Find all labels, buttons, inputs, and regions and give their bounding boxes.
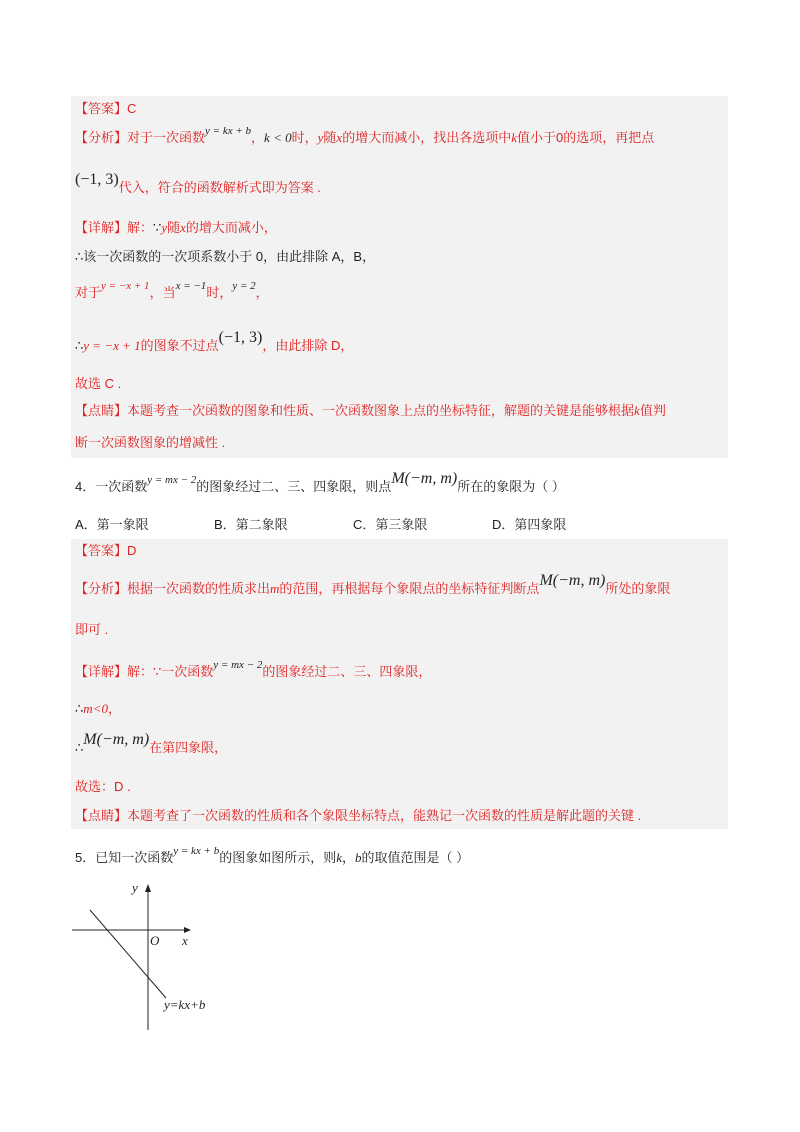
math-expression: y = mx − 2 xyxy=(213,659,263,671)
answer-tag: 【答案】 xyxy=(75,543,128,558)
math-point: (−1, 3) xyxy=(75,171,119,188)
math-variable: y xyxy=(161,220,168,235)
analysis-text: ， xyxy=(251,130,265,145)
detail-text: 的增大而减小， xyxy=(185,220,277,235)
math-expression: k < 0 xyxy=(264,130,292,145)
q3-answer-line xyxy=(75,101,136,117)
math-variable: x xyxy=(180,220,186,235)
analysis-text: 随 xyxy=(323,130,337,145)
analysis-text: 的范围，再根据每个象限点的坐标特征判断点 xyxy=(279,581,540,596)
q4-detail-line-3 xyxy=(75,731,228,756)
detail-text: 解：∵一次函数 xyxy=(127,664,214,679)
detail-text: ， xyxy=(107,701,121,716)
math-variable: x xyxy=(336,130,343,145)
detail-text: 随 xyxy=(167,220,181,235)
math-point: M(−m, m) xyxy=(391,470,458,487)
math-expression: y = −x + 1 xyxy=(101,280,150,292)
q4-comment-line xyxy=(75,808,641,824)
detail-text: 在第四象限， xyxy=(149,740,228,755)
detail-tag: 【详解】 xyxy=(75,220,128,235)
function-line xyxy=(90,910,166,998)
q4-option-b: B．第二象限 xyxy=(214,517,288,532)
q3-comment-line-2: 断一次函数图象的增减性 . xyxy=(75,435,226,450)
math-point: (−1, 3) xyxy=(218,329,263,346)
math-point: M(−m, m) xyxy=(83,731,150,748)
stem-text: 的图象如图所示，则 xyxy=(219,850,337,865)
math-variable: k xyxy=(336,850,343,865)
q3-detail-line-2: ∴该一次函数的一次项系数小于 0，由此排除 A，B， xyxy=(75,249,376,264)
q4-conclusion: 故选：D . xyxy=(75,779,131,794)
q4-detail-line-2 xyxy=(75,701,121,717)
q4-answer-line xyxy=(75,543,136,559)
answer-value: C xyxy=(127,101,137,116)
comment-tag: 【点睛】 xyxy=(75,403,128,418)
analysis-text: 对于一次函数 xyxy=(127,130,206,145)
math-expression: y = kx + b xyxy=(173,845,220,857)
stem-text: 的取值范围是（ ） xyxy=(361,850,470,865)
q4-analysis-line xyxy=(75,572,671,597)
comment-text: 本题考查一次函数的图象和性质、一次函数图象上点的坐标特征，解题的关键是能够根据 xyxy=(127,403,635,418)
q3-detail-line xyxy=(75,220,277,236)
because-symbol: ∵ xyxy=(153,220,162,235)
q4-stem xyxy=(75,470,565,496)
q5-function-graph xyxy=(60,870,260,1040)
q4-option-a: A．第一象限 xyxy=(75,517,149,532)
comment-text: 本题考查了一次函数的性质和各个象限坐标特点，能熟记一次函数的性质是解此题的关键 . xyxy=(127,808,642,823)
origin-label: O xyxy=(150,933,160,948)
stem-text: ， xyxy=(342,850,356,865)
stem-text: 所在的象限为（ ） xyxy=(457,479,565,494)
line-label: y=kx+b xyxy=(164,997,206,1012)
q3-analysis-line-2 xyxy=(75,171,321,196)
q3-detail-line-4 xyxy=(75,329,354,354)
analysis-text: 的增大而减小，找出各选项中 xyxy=(342,130,512,145)
q4-detail-line xyxy=(75,659,432,681)
math-expression: m<0 xyxy=(83,701,108,716)
comment-text: 值判 xyxy=(639,403,666,418)
detail-text: 的图象不过点 xyxy=(140,338,219,353)
q3-detail-line-3 xyxy=(75,280,269,302)
y-axis-arrow xyxy=(145,884,151,892)
math-variable: k xyxy=(511,130,517,145)
detail-text: 时， xyxy=(206,285,233,300)
q5-stem xyxy=(75,847,469,866)
detail-text: ， xyxy=(255,285,269,300)
analysis-text: 时， xyxy=(291,130,318,145)
y-axis-label: y xyxy=(132,880,138,895)
math-variable: y xyxy=(317,130,324,145)
detail-text: 解： xyxy=(127,220,154,235)
math-expression: y = 2 xyxy=(232,280,256,292)
math-variable: b xyxy=(355,850,362,865)
detail-text: 对于 xyxy=(75,285,102,300)
math-expression: y = kx + b xyxy=(205,125,252,137)
therefore-symbol: ∴ xyxy=(75,338,84,353)
analysis-tag: 【分析】 xyxy=(75,581,128,596)
analysis-text: 根据一次函数的性质求出 xyxy=(127,581,271,596)
q4-analysis-line-2: 即可 . xyxy=(75,622,109,637)
math-point: M(−m, m) xyxy=(539,572,606,589)
analysis-text: 代入，符合的函数解析式即为答案 . xyxy=(118,180,321,195)
stem-text: 的图象经过二、三、四象限，则点 xyxy=(196,479,392,494)
answer-value: D xyxy=(127,543,137,558)
math-expression: x = −1 xyxy=(175,280,207,292)
q4-option-d: D．第四象限 xyxy=(492,517,567,532)
detail-tag: 【详解】 xyxy=(75,664,128,679)
q3-comment-line xyxy=(75,403,666,419)
analysis-text: 值小于0的选项，再把点 xyxy=(516,130,655,145)
x-axis-label: x xyxy=(182,933,188,948)
stem-text: 4．一次函数 xyxy=(75,479,148,494)
therefore-symbol: ∴ xyxy=(75,740,84,755)
comment-tag: 【点睛】 xyxy=(75,808,128,823)
math-variable: m xyxy=(270,581,280,596)
q3-conclusion: 故选 C . xyxy=(75,376,122,391)
therefore-symbol: ∴ xyxy=(75,701,84,716)
analysis-tag: 【分析】 xyxy=(75,130,128,145)
math-expression: y = mx − 2 xyxy=(147,474,197,486)
math-expression: y = −x + 1 xyxy=(83,338,141,353)
detail-text: ，由此排除 D， xyxy=(262,338,354,353)
detail-text: 的图象经过二、三、四象限， xyxy=(262,664,432,679)
stem-text: 5．已知一次函数 xyxy=(75,850,174,865)
q3-analysis-line xyxy=(75,125,655,147)
analysis-text: 所处的象限 xyxy=(605,581,671,596)
detail-text: ，当 xyxy=(149,285,176,300)
answer-tag: 【答案】 xyxy=(75,101,128,116)
math-variable: k xyxy=(634,403,640,418)
q4-option-c: C．第三象限 xyxy=(353,517,428,532)
